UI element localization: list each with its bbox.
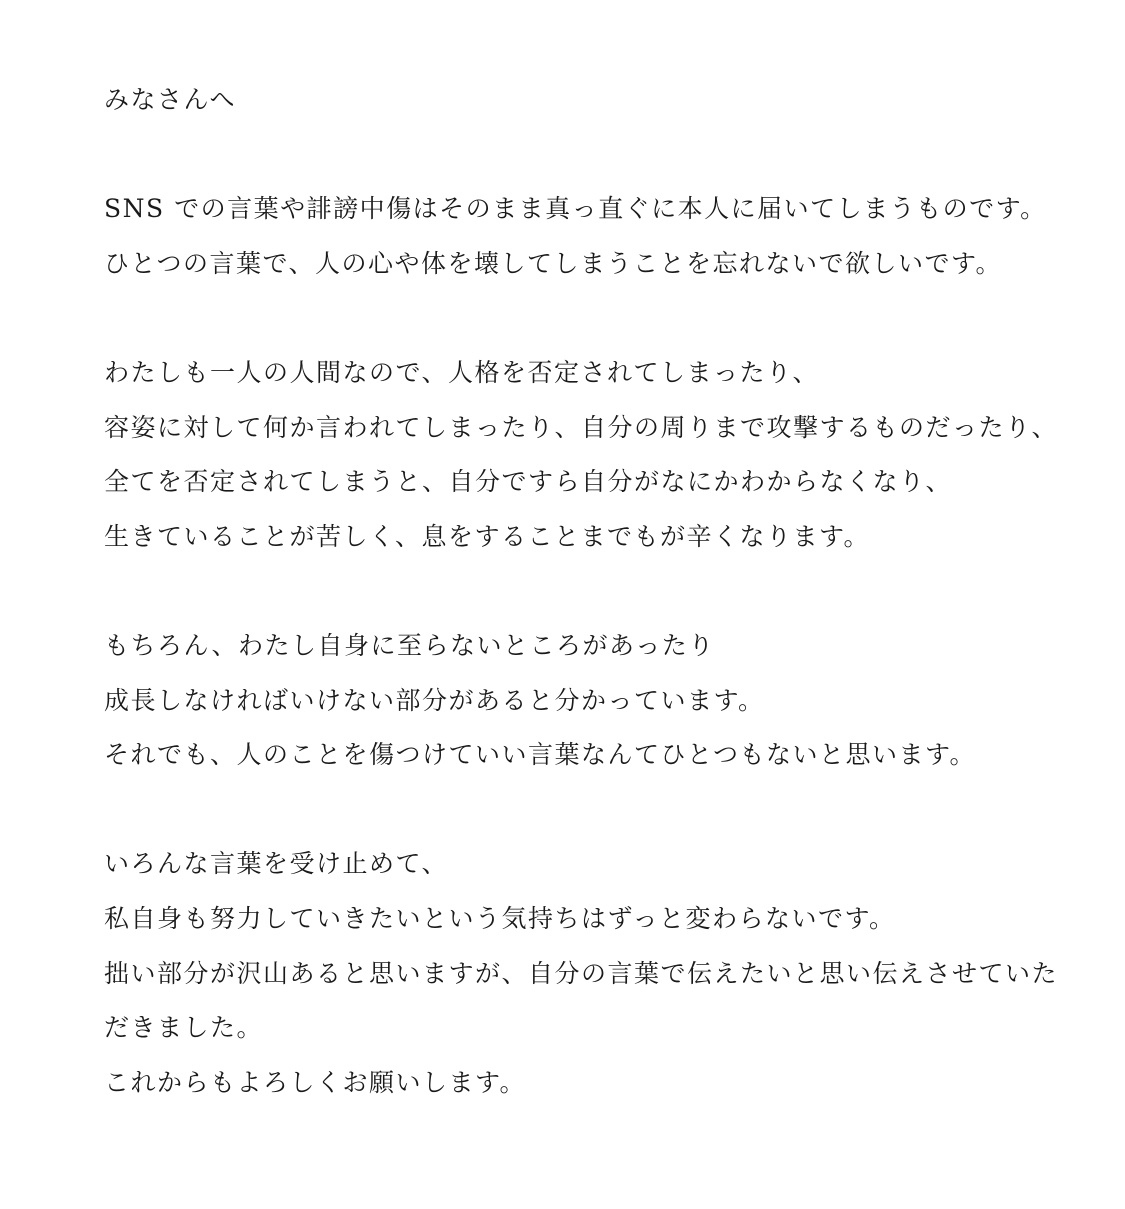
text-line: これからもよろしくお願いします。: [104, 1067, 527, 1097]
text-line: わたしも一人の人間なので、人格を否定されてしまったり、: [104, 357, 820, 387]
text-line: SNS での言葉や誹謗中傷はそのまま真っ直ぐに本人に届いてしまうものです。: [104, 194, 1047, 224]
text-line: それでも、人のことを傷つけていい言葉なんてひとつもないと思います。: [104, 740, 977, 770]
text-line: 私自身も努力していきたいという気持ちはずっと変わらないです。: [104, 903, 896, 933]
text-line: いろんな言葉を受け止めて、: [104, 849, 449, 879]
paragraph-1: [104, 182, 1064, 291]
text-line: だきました。: [104, 1013, 264, 1043]
text-line: 容姿に対して何か言われてしまったり、自分の周りまで攻撃するものだったり、: [104, 412, 1059, 442]
greeting: みなさんへ: [104, 85, 237, 114]
paragraph-4: [104, 837, 1064, 1110]
text-line: もちろん、わたし自身に至らないところがあったり: [104, 630, 715, 660]
text-line: 全てを否定されてしまうと、自分ですら自分がなにかわからなくなり、: [104, 467, 953, 497]
paragraph-2: [104, 346, 1064, 564]
text-line: 拙い部分が沢山あると思いますが、自分の言葉で伝えたいと思い伝えさせていた: [104, 958, 1059, 988]
paragraph-3: [104, 619, 1064, 783]
text-line: 成長しなければいけない部分があると分かっています。: [104, 685, 765, 715]
text-line: 生きていることが苦しく、息をすることまでもが辛くなります。: [104, 521, 871, 551]
text-line: ひとつの言葉で、人の心や体を壊してしまうことを忘れないで欲しいです。: [104, 248, 1003, 278]
letter: [104, 73, 1064, 1110]
